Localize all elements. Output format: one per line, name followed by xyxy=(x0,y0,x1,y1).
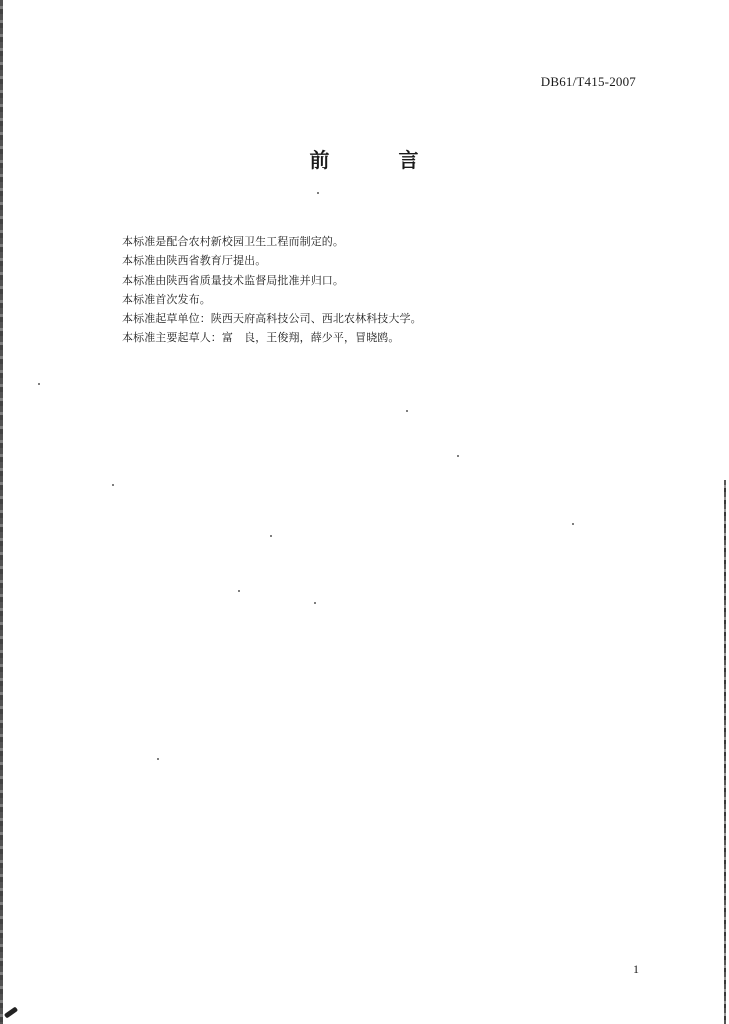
scan-speck xyxy=(406,410,408,412)
foreword-line: 本标准起草单位：陕西天府高科技公司、西北农林科技大学。 xyxy=(122,312,422,326)
foreword-body xyxy=(122,232,642,348)
scan-speck xyxy=(457,455,459,457)
page-number: 1 xyxy=(633,962,639,976)
scan-speck xyxy=(157,758,159,760)
scan-mark xyxy=(4,1006,18,1018)
scan-speck xyxy=(238,590,240,592)
foreword-line: 本标准由陕西省质量技术监督局批准并归口。 xyxy=(122,273,344,287)
foreword-line: 本标准主要起草人：富 良，王俊翔，薛少平，冒晓鸥。 xyxy=(122,331,400,345)
scan-speck xyxy=(112,484,114,486)
scan-speck xyxy=(270,535,272,537)
scan-edge-right xyxy=(724,480,726,1024)
foreword-line: 本标准首次发布。 xyxy=(122,292,211,306)
document-code: DB61/T415-2007 xyxy=(540,74,636,89)
foreword-line: 本标准由陕西省教育厅提出。 xyxy=(122,254,267,268)
scan-speck xyxy=(572,523,574,525)
scan-speck xyxy=(38,383,40,385)
page-title: 前 言 xyxy=(309,148,420,172)
scan-speck xyxy=(314,602,316,604)
foreword-line: 本标准是配合农村新校园卫生工程而制定的。 xyxy=(122,235,344,248)
scan-speck xyxy=(317,192,319,194)
